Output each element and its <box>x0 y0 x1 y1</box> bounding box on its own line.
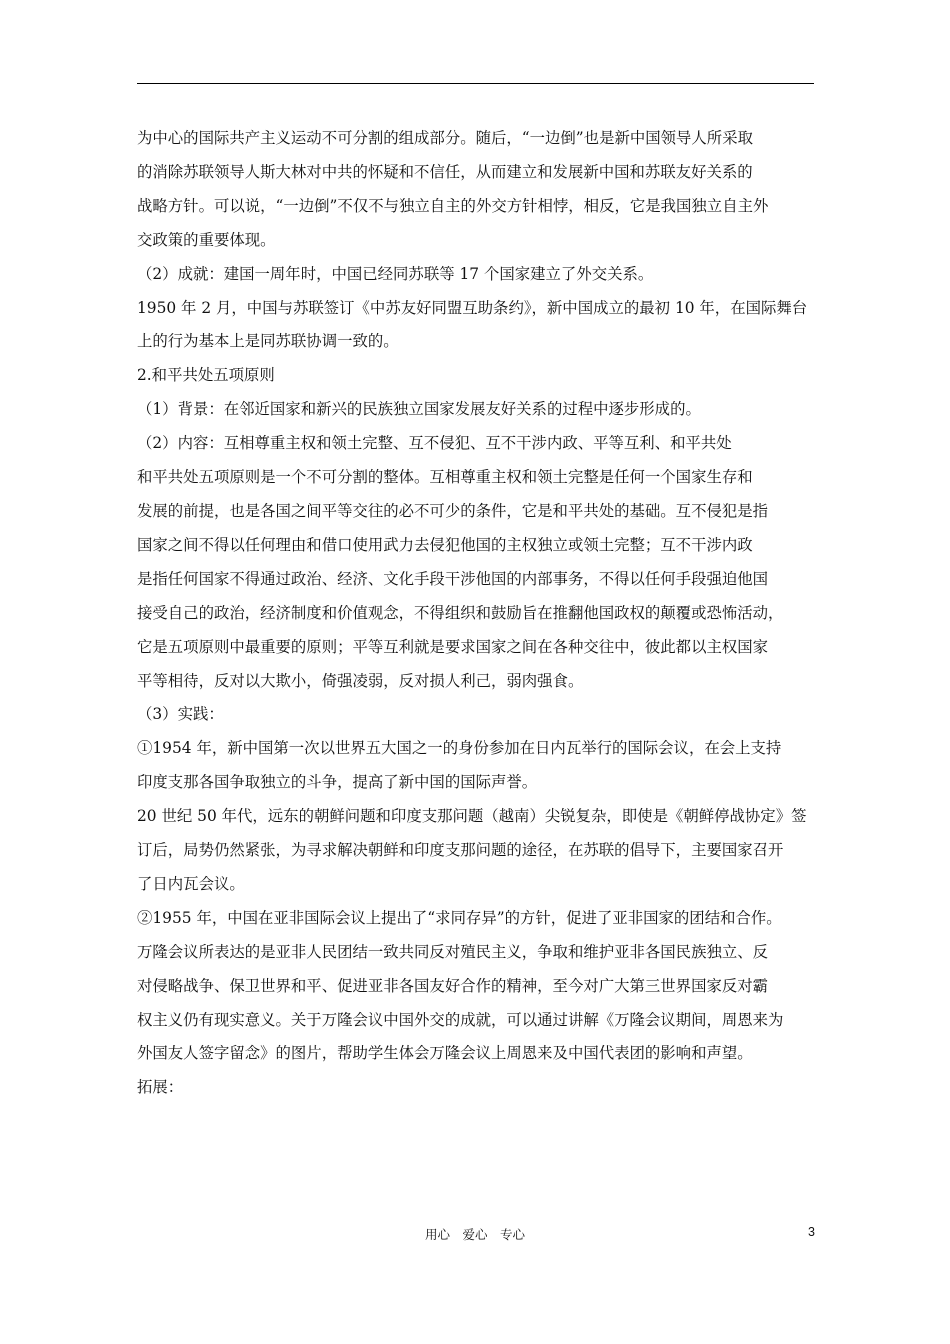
text-line: （2）内容：互相尊重主权和领土完整、互不侵犯、互不干涉内政、平等互利、和平共处 <box>137 434 732 453</box>
text-line: 是指任何国家不得通过政治、经济、文化手段干涉他国的内部事务，不得以任何手段强迫他国 <box>137 569 769 588</box>
page-number: 3 <box>808 1225 815 1239</box>
text-line: 20 世纪 50 年代，远东的朝鲜问题和印度支那问题（越南）尖锐复杂，即使是《朝鲜停战协定》签 <box>137 807 807 826</box>
text-line: 对侵略战争、保卫世界和平、促进亚非各国友好合作的精神，至今对广大第三世界国家反对霸 <box>137 976 769 995</box>
section-heading: 2.和平共处五项原则 <box>137 366 275 385</box>
text-line: 上的行为基本上是同苏联协调一致的。 <box>137 332 399 351</box>
text-line: 和平共处五项原则是一个不可分割的整体。互相尊重主权和领土完整是任何一个国家生存和 <box>137 468 753 487</box>
text-line: 印度支那各国争取独立的斗争，提高了新中国的国际声誉。 <box>137 773 538 792</box>
text-line: 订后，局势仍然紧张，为寻求解决朝鲜和印度支那问题的途径，在苏联的倡导下，主要国家召开 <box>137 841 784 860</box>
text-line: 为中心的国际共产主义运动不可分割的组成部分。随后，“一边倒”也是新中国领导人所采取 <box>137 129 753 147</box>
text-line: ②1955 年，中国在亚非国际会议上提出了“求同存异”的方针，促进了亚非国家的团结和合作。 <box>137 908 782 927</box>
text-line: 它是五项原则中最重要的原则；平等互利就是要求国家之间在各种交往中，彼此都以主权国家 <box>137 637 769 656</box>
text-line: 了日内瓦会议。 <box>137 874 245 893</box>
text-line: 交政策的重要体现。 <box>137 230 276 249</box>
text-line: 拓展： <box>137 1078 184 1097</box>
text-line: 的消除苏联领导人斯大林对中共的怀疑和不信任，从而建立和发展新中国和苏联友好关系的 <box>137 162 753 181</box>
text-line: （3）实践： <box>137 705 224 724</box>
text-line: 国家之间不得以任何理由和借口使用武力去侵犯他国的主权独立或领土完整；互不干涉内政 <box>137 535 753 554</box>
text-line: 战略方针。可以说，“一边倒”不仅不与独立自主的外交方针相悖，相反，它是我国独立自主外 <box>137 196 769 215</box>
text-line: 外国友人签字留念》的图片，帮助学生体会万隆会议上周恩来及中国代表团的影响和声望。 <box>137 1044 753 1063</box>
document-body <box>137 122 827 1105</box>
text-line: 平等相待，反对以大欺小，倚强凌弱，反对损人利己，弱肉强食。 <box>137 671 584 690</box>
text-line: 万隆会议所表达的是亚非人民团结一致共同反对殖民主义，争取和维护亚非各国民族独立、反 <box>137 942 769 961</box>
text-line: 1950 年 2 月，中国与苏联签订《中苏友好同盟互助条约》，新中国成立的最初 10 年，在国际舞台 <box>137 298 808 317</box>
text-line: （1）背景：在邻近国家和新兴的民族独立国家发展友好关系的过程中逐步形成的。 <box>137 400 701 419</box>
header-rule <box>137 83 814 84</box>
text-line: （2）成就：建国一周年时，中国已经同苏联等 17 个国家建立了外交关系。 <box>137 264 654 283</box>
text-line: 权主义仍有现实意义。关于万隆会议中国外交的成就，可以通过讲解《万隆会议期间，周恩来为 <box>137 1010 784 1029</box>
text-line: 发展的前提，也是各国之间平等交往的必不可少的条件，它是和平共处的基础。互不侵犯是指 <box>137 501 769 520</box>
text-line: ①1954 年，新中国第一次以世界五大国之一的身份参加在日内瓦举行的国际会议，在会上支持 <box>137 739 782 758</box>
footer-motto: 用心 爱心 专心 <box>424 1227 525 1242</box>
text-line: 接受自己的政治，经济制度和价值观念，不得组织和鼓励旨在推翻他国政权的颠覆或恐怖活动， <box>137 603 784 622</box>
